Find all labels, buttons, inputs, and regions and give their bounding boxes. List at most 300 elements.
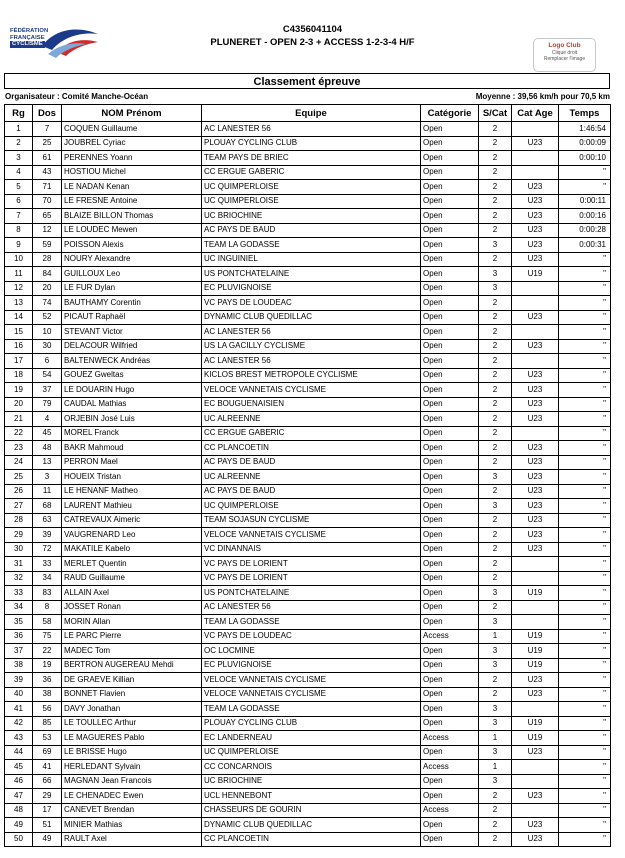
cell-category: Open [421, 658, 479, 673]
table-row [5, 818, 611, 833]
cell-name: GUILLOUX Leo [62, 267, 202, 282]
cell-bib: 38 [33, 687, 62, 702]
cell-subcategory: 2 [479, 789, 512, 804]
cell-age-category: U23 [512, 194, 559, 209]
cell-subcategory: 2 [479, 354, 512, 369]
cell-subcategory: 2 [479, 818, 512, 833]
cell-age-category [512, 760, 559, 775]
cell-subcategory: 2 [479, 426, 512, 441]
cell-bib: 43 [33, 165, 62, 180]
cell-time: " [559, 832, 611, 847]
table-row [5, 296, 611, 311]
table-row [5, 368, 611, 383]
cell-team: AC LANESTER 56 [202, 600, 421, 615]
table-row [5, 426, 611, 441]
cell-time: " [559, 354, 611, 369]
logo-club-title: Logo Club [548, 42, 581, 49]
cell-time: " [559, 281, 611, 296]
table-row [5, 310, 611, 325]
table-row [5, 832, 611, 847]
table-row [5, 383, 611, 398]
cell-bib: 61 [33, 151, 62, 166]
cell-time: " [559, 252, 611, 267]
table-row [5, 644, 611, 659]
cell-name: VAUGRENARD Leo [62, 528, 202, 543]
cell-team: VC PAYS DE LORIENT [202, 571, 421, 586]
cell-team: CC ERGUE GABERIC [202, 165, 421, 180]
table-row [5, 557, 611, 572]
cell-age-category: U23 [512, 470, 559, 485]
cell-bib: 48 [33, 441, 62, 456]
cell-rank: 18 [5, 368, 33, 383]
cell-rank: 40 [5, 687, 33, 702]
cell-time: " [559, 586, 611, 601]
cell-team: EC LANDERNEAU [202, 731, 421, 746]
cell-age-category [512, 354, 559, 369]
cell-time: " [559, 731, 611, 746]
cell-bib: 37 [33, 383, 62, 398]
table-row [5, 571, 611, 586]
cell-category: Open [421, 687, 479, 702]
cell-rank: 13 [5, 296, 33, 311]
cell-team: UC ALREENNE [202, 470, 421, 485]
cell-bib: 71 [33, 180, 62, 195]
cell-age-category: U19 [512, 716, 559, 731]
cell-time: " [559, 499, 611, 514]
cell-rank: 14 [5, 310, 33, 325]
cell-rank: 5 [5, 180, 33, 195]
cell-age-category [512, 151, 559, 166]
cell-team: CC PLANCOETIN [202, 832, 421, 847]
cell-subcategory: 2 [479, 310, 512, 325]
cell-rank: 19 [5, 383, 33, 398]
cell-time: " [559, 818, 611, 833]
cell-name: LE DOUARIN Hugo [62, 383, 202, 398]
cell-subcategory: 2 [479, 571, 512, 586]
table-row [5, 180, 611, 195]
table-row [5, 136, 611, 151]
logo-club-placeholder[interactable] [533, 38, 596, 72]
cell-name: LE FUR Dylan [62, 281, 202, 296]
cell-time: " [559, 600, 611, 615]
cell-time: " [559, 687, 611, 702]
cell-category: Open [421, 180, 479, 195]
cell-subcategory: 3 [479, 658, 512, 673]
table-row [5, 165, 611, 180]
cell-team: TEAM SOJASUN CYCLISME [202, 513, 421, 528]
federation-line-2: FRANÇAISE [10, 34, 45, 41]
cell-category: Open [421, 499, 479, 514]
cell-rank: 1 [5, 122, 33, 137]
cell-time: " [559, 325, 611, 340]
cell-rank: 10 [5, 252, 33, 267]
cell-team: PLOUAY CYCLING CLUB [202, 136, 421, 151]
cell-age-category [512, 571, 559, 586]
cell-age-category: U23 [512, 455, 559, 470]
cell-name: LE CHENADEC Ewen [62, 789, 202, 804]
cell-age-category [512, 325, 559, 340]
cell-subcategory: 2 [479, 687, 512, 702]
cell-category: Open [421, 455, 479, 470]
cell-category: Open [421, 513, 479, 528]
cell-team: TEAM LA GODASSE [202, 238, 421, 253]
cell-bib: 20 [33, 281, 62, 296]
cell-bib: 29 [33, 789, 62, 804]
cell-time: " [559, 339, 611, 354]
results-table [4, 104, 611, 847]
cell-name: HOUEIX Tristan [62, 470, 202, 485]
cell-team: AC PAYS DE BAUD [202, 455, 421, 470]
cell-category: Open [421, 296, 479, 311]
cell-bib: 28 [33, 252, 62, 267]
cell-name: DAVY Jonathan [62, 702, 202, 717]
cell-time: " [559, 397, 611, 412]
cell-time: " [559, 383, 611, 398]
cell-subcategory: 2 [479, 252, 512, 267]
cell-name: JOUBREL Cyriac [62, 136, 202, 151]
cell-bib: 79 [33, 397, 62, 412]
cell-subcategory: 3 [479, 745, 512, 760]
cell-name: BONNET Flavien [62, 687, 202, 702]
cell-rank: 28 [5, 513, 33, 528]
cell-subcategory: 2 [479, 165, 512, 180]
cell-name: MERLET Quentin [62, 557, 202, 572]
cell-category: Open [421, 194, 479, 209]
cell-rank: 26 [5, 484, 33, 499]
cell-name: BERTRON AUGEREAU Mehdi [62, 658, 202, 673]
cell-time: " [559, 470, 611, 485]
cell-time: 0:00:10 [559, 151, 611, 166]
cell-category: Open [421, 310, 479, 325]
cell-subcategory: 2 [479, 325, 512, 340]
cell-category: Open [421, 223, 479, 238]
cell-name: LE TOULLEC Arthur [62, 716, 202, 731]
cell-category: Open [421, 542, 479, 557]
cell-category: Open [421, 702, 479, 717]
cell-rank: 44 [5, 745, 33, 760]
cell-rank: 37 [5, 644, 33, 659]
cell-time: " [559, 760, 611, 775]
cell-subcategory: 1 [479, 629, 512, 644]
cell-name: CATREVAUX Aimeric [62, 513, 202, 528]
cell-time: " [559, 716, 611, 731]
cell-name: PERRON Mael [62, 455, 202, 470]
cell-age-category: U23 [512, 499, 559, 514]
column-header-subcategory: S/Cat [479, 105, 512, 122]
cell-team: EC BOUGUENAISIEN [202, 397, 421, 412]
cell-name: MADEC Tom [62, 644, 202, 659]
cell-category: Access [421, 760, 479, 775]
cell-rank: 24 [5, 455, 33, 470]
cell-subcategory: 2 [479, 151, 512, 166]
table-row [5, 339, 611, 354]
cell-age-category: U23 [512, 238, 559, 253]
cell-time: " [559, 513, 611, 528]
cell-rank: 6 [5, 194, 33, 209]
cell-name: HOSTIOU Michel [62, 165, 202, 180]
cell-name: BAUTHAMY Corentin [62, 296, 202, 311]
table-row [5, 354, 611, 369]
cell-rank: 30 [5, 542, 33, 557]
cell-rank: 38 [5, 658, 33, 673]
cell-bib: 4 [33, 412, 62, 427]
cell-bib: 11 [33, 484, 62, 499]
cell-name: POISSON Alexis [62, 238, 202, 253]
cell-subcategory: 2 [479, 180, 512, 195]
cell-age-category: U23 [512, 542, 559, 557]
table-row [5, 615, 611, 630]
cell-team: UCL HENNEBONT [202, 789, 421, 804]
cell-time: " [559, 296, 611, 311]
cell-bib: 69 [33, 745, 62, 760]
cell-age-category: U23 [512, 673, 559, 688]
cell-rank: 34 [5, 600, 33, 615]
cell-bib: 53 [33, 731, 62, 746]
cell-rank: 3 [5, 151, 33, 166]
cell-bib: 63 [33, 513, 62, 528]
cell-subcategory: 2 [479, 803, 512, 818]
cell-age-category: U19 [512, 731, 559, 746]
cell-bib: 56 [33, 702, 62, 717]
cell-age-category: U23 [512, 745, 559, 760]
cell-time: " [559, 310, 611, 325]
cell-name: GOUEZ Gweltas [62, 368, 202, 383]
table-row [5, 252, 611, 267]
cell-team: KICLOS BREST METROPOLE CYCLISME [202, 368, 421, 383]
cell-bib: 3 [33, 470, 62, 485]
cell-team: VELOCE VANNETAIS CYCLISME [202, 673, 421, 688]
cell-team: US LA GACILLY CYCLISME [202, 339, 421, 354]
cell-bib: 75 [33, 629, 62, 644]
cell-age-category: U23 [512, 484, 559, 499]
cell-subcategory: 3 [479, 238, 512, 253]
cell-category: Open [421, 600, 479, 615]
cell-rank: 50 [5, 832, 33, 847]
cell-category: Open [421, 339, 479, 354]
cell-subcategory: 2 [479, 368, 512, 383]
cell-rank: 17 [5, 354, 33, 369]
cell-bib: 68 [33, 499, 62, 514]
cell-team: UC QUIMPERLOISE [202, 180, 421, 195]
cell-age-category [512, 702, 559, 717]
cell-subcategory: 3 [479, 615, 512, 630]
cell-time: " [559, 441, 611, 456]
cell-subcategory: 2 [479, 542, 512, 557]
column-header-team: Equipe [202, 105, 421, 122]
cell-team: PLOUAY CYCLING CLUB [202, 716, 421, 731]
cell-bib: 41 [33, 760, 62, 775]
federation-line-3: CYCLISME [12, 41, 43, 48]
cell-team: AC LANESTER 56 [202, 325, 421, 340]
table-row [5, 702, 611, 717]
cell-subcategory: 2 [479, 484, 512, 499]
cell-age-category: U23 [512, 136, 559, 151]
cell-subcategory: 1 [479, 731, 512, 746]
cell-name: NOURY Alexandre [62, 252, 202, 267]
cell-team: VELOCE VANNETAIS CYCLISME [202, 687, 421, 702]
cell-category: Open [421, 412, 479, 427]
cell-category: Open [421, 832, 479, 847]
table-row [5, 325, 611, 340]
cell-age-category [512, 426, 559, 441]
cell-name: BALTENWECK Andréas [62, 354, 202, 369]
cell-name: ORJEBIN José Luis [62, 412, 202, 427]
table-row [5, 513, 611, 528]
cell-bib: 70 [33, 194, 62, 209]
cell-category: Open [421, 586, 479, 601]
table-row [5, 803, 611, 818]
cell-time: " [559, 673, 611, 688]
cell-category: Open [421, 368, 479, 383]
cell-rank: 48 [5, 803, 33, 818]
cell-time: " [559, 412, 611, 427]
cell-subcategory: 3 [479, 267, 512, 282]
cell-bib: 49 [33, 832, 62, 847]
cell-category: Access [421, 731, 479, 746]
cell-rank: 36 [5, 629, 33, 644]
column-header-rank: Rg [5, 105, 33, 122]
table-row [5, 238, 611, 253]
cell-name: LAURENT Mathieu [62, 499, 202, 514]
cell-time: " [559, 774, 611, 789]
cell-subcategory: 2 [479, 528, 512, 543]
cell-bib: 45 [33, 426, 62, 441]
cell-team: AC LANESTER 56 [202, 122, 421, 137]
table-row [5, 586, 611, 601]
cell-category: Open [421, 151, 479, 166]
cell-age-category: U23 [512, 513, 559, 528]
cell-subcategory: 2 [479, 673, 512, 688]
cell-subcategory: 3 [479, 470, 512, 485]
cell-subcategory: 3 [479, 644, 512, 659]
cell-age-category: U19 [512, 658, 559, 673]
cell-time: " [559, 267, 611, 282]
cell-time: " [559, 803, 611, 818]
cell-time: " [559, 426, 611, 441]
cell-name: JOSSET Ronan [62, 600, 202, 615]
table-row [5, 774, 611, 789]
table-row [5, 542, 611, 557]
cell-name: BAKR Mahmoud [62, 441, 202, 456]
race-title: PLUNERET - OPEN 2-3 + ACCESS 1-2-3-4 H/F [210, 37, 415, 48]
cell-subcategory: 2 [479, 600, 512, 615]
cell-rank: 9 [5, 238, 33, 253]
cell-time: " [559, 615, 611, 630]
table-row [5, 600, 611, 615]
cell-team: UC INGUINIEL [202, 252, 421, 267]
table-row [5, 484, 611, 499]
cell-subcategory: 2 [479, 209, 512, 224]
cell-bib: 74 [33, 296, 62, 311]
cell-team: UC QUIMPERLOISE [202, 499, 421, 514]
table-row [5, 267, 611, 282]
cell-rank: 35 [5, 615, 33, 630]
cell-rank: 39 [5, 673, 33, 688]
cell-subcategory: 2 [479, 412, 512, 427]
cell-category: Open [421, 528, 479, 543]
results-body [5, 122, 611, 847]
cell-bib: 72 [33, 542, 62, 557]
cell-rank: 7 [5, 209, 33, 224]
table-row [5, 745, 611, 760]
cell-subcategory: 2 [479, 455, 512, 470]
cell-time: " [559, 542, 611, 557]
column-header-age-category: Cat Age [512, 105, 559, 122]
cell-name: HERLEDANT Sylvain [62, 760, 202, 775]
cell-age-category [512, 774, 559, 789]
cell-name: LE NADAN Kenan [62, 180, 202, 195]
cell-bib: 83 [33, 586, 62, 601]
classement-title: Classement épreuve [4, 73, 610, 89]
table-row [5, 223, 611, 238]
cell-age-category: U23 [512, 223, 559, 238]
table-row [5, 151, 611, 166]
cell-time: " [559, 180, 611, 195]
cell-team: OC LOCMINE [202, 644, 421, 659]
cell-age-category: U23 [512, 687, 559, 702]
column-header-bib: Dos [33, 105, 62, 122]
cell-team: CC ERGUE GABERIC [202, 426, 421, 441]
cell-bib: 19 [33, 658, 62, 673]
cell-name: MOREL Franck [62, 426, 202, 441]
cell-category: Open [421, 397, 479, 412]
cell-age-category [512, 296, 559, 311]
table-row [5, 716, 611, 731]
cell-name: MINIER Mathias [62, 818, 202, 833]
table-row [5, 397, 611, 412]
cell-team: UC BRIOCHINE [202, 209, 421, 224]
cell-category: Open [421, 716, 479, 731]
cell-rank: 11 [5, 267, 33, 282]
table-row [5, 194, 611, 209]
cell-bib: 84 [33, 267, 62, 282]
cell-name: LE LOUDEC Mewen [62, 223, 202, 238]
cell-name: CANEVET Brendan [62, 803, 202, 818]
cell-age-category: U23 [512, 441, 559, 456]
cell-bib: 6 [33, 354, 62, 369]
cell-time: " [559, 571, 611, 586]
cell-team: DYNAMIC CLUB QUEDILLAC [202, 818, 421, 833]
cell-age-category [512, 281, 559, 296]
cell-team: TEAM PAYS DE BRIEC [202, 151, 421, 166]
cell-time: " [559, 368, 611, 383]
cell-category: Open [421, 209, 479, 224]
cell-name: LE BRISSE Hugo [62, 745, 202, 760]
cell-bib: 12 [33, 223, 62, 238]
table-row [5, 455, 611, 470]
column-header-category: Catégorie [421, 105, 479, 122]
cell-rank: 25 [5, 470, 33, 485]
cell-bib: 39 [33, 528, 62, 543]
cell-bib: 52 [33, 310, 62, 325]
cell-subcategory: 2 [479, 513, 512, 528]
cell-name: ALLAIN Axel [62, 586, 202, 601]
table-row [5, 281, 611, 296]
cell-time: " [559, 658, 611, 673]
cell-rank: 47 [5, 789, 33, 804]
cell-category: Open [421, 745, 479, 760]
table-header-row [5, 105, 611, 122]
cell-name: MAKATILE Kabelo [62, 542, 202, 557]
table-row [5, 441, 611, 456]
cell-age-category: U23 [512, 397, 559, 412]
cell-team: VC PAYS DE LOUDEAC [202, 629, 421, 644]
cell-name: LE FRESNE Antoine [62, 194, 202, 209]
cell-team: VC DINANNAIS [202, 542, 421, 557]
cell-team: CC PLANCOETIN [202, 441, 421, 456]
cell-time: 0:00:11 [559, 194, 611, 209]
cell-name: RAULT Axel [62, 832, 202, 847]
